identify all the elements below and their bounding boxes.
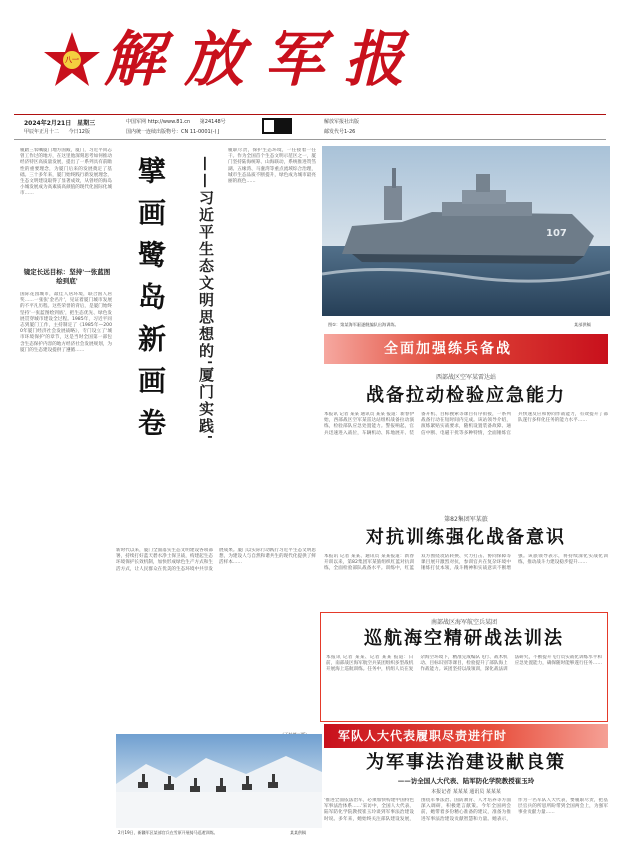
article1-kicker: 西部战区空军某雷达站: [435, 374, 496, 381]
article2-body: 本报讯 记者 某某、通讯员 某某报道：新春开训以来，第82集团军某旅组织红蓝对抗训练，全面检验部队战备水平。训练中，红蓝双方围绕攻防转换、火力打击、协同保障等课目展开激烈对抗，参训官兵在复杂环境中锤炼打仗本领，战斗精神和实战意识不断增强。该旅领导表示，将持续深化实战化训练，推动战斗力建设稳步提升……: [324, 554, 608, 572]
newspaper-title: 解放军报: [104, 25, 424, 95]
warship-photo: [322, 146, 610, 316]
article3-kicker: 南部战区海军航空兵某团: [430, 619, 497, 626]
hull-number: 107: [546, 228, 567, 239]
issue-date: 2024年2月21日: [24, 120, 72, 127]
lunar-date: 甲辰年正月十二: [24, 129, 60, 135]
bottom-photo-credit: 某某供稿: [290, 830, 306, 835]
article4-headline: 为军事法治建设献良策: [366, 752, 566, 773]
date-bar: [14, 114, 606, 140]
army-emblem-icon: [42, 30, 102, 90]
deputies-banner-text: 军队人大代表履职尽责进行时: [338, 729, 508, 743]
training-banner: [324, 334, 608, 364]
feature-subheadline: ——习近平生态文明思想的'厦门实践': [197, 156, 215, 442]
website-link[interactable]: 中国军网 http://www.81.cn: [126, 119, 191, 125]
banner-text: 全面加强练兵备战: [384, 341, 512, 357]
article4-byline: 本报记者 某某某 通讯员 某某某: [431, 789, 501, 795]
article4-body: '推进全面依法治军，必须加快构建中国特色军事法治体系……'采访中，全国人大代表、陆军防化学院教授崔玉玲谈到军事法治建设时说。多年来，她始终关注部队建设发展，围绕军事法治、国防教育、人才培养等方面深入调研，积极建言献策。今年全国两会前，她带着多份精心准备的建议，准备为推进军事法治建设贡献智慧和力量。她表示，作为一名军队人大代表，要履职尽责，把基层官兵的所思所盼带到全国两会上，为强军事业贡献力量……: [324, 798, 608, 822]
masthead: [14, 16, 606, 114]
publisher: 解放军报社出版: [324, 119, 360, 125]
article3-box: [320, 612, 608, 722]
page-count: 今日12版: [68, 129, 90, 135]
top-photo-caption: 图①：第某海军驱逐舰编队出海训练。: [328, 322, 399, 327]
deputies-banner: [324, 724, 608, 748]
qr-code-icon: [262, 118, 292, 134]
left-column-body: 国际花园城市，最佳人居环境，联合国人居奖……一张张'金名片'，见证着厦门城市发展的不平凡历程。这些荣誉的背后，是厦门始终坚持'一张蓝图绘到底'，把生态优先、绿色发展贯穿城市建设全过程。1985年，习近平同志到厦门工作，主持制定了《1985年—2000年厦门经济社会发展战略》，专门设立了'城市环境保护'的章节，这是当时全国第一部包含生态保护内容的地方经济社会发展规划，为厦门的生态建设提供了遵循……: [20, 292, 112, 353]
article3-body: 本报讯 记者 某某、记者 某某 报道：日前，南部战区海军航空兵某团组织多型战机开展海上巡航训练。任务中，机组人员在复杂海空环境下，精准完成编队飞行、战术机动、目标识别等课目，检验提升了部队海上作战能力。该团坚持以战领训，深化战法训法研究，不断提升飞行员实战化训练水平和应急处置能力，确保随时能够遂行任务……: [326, 655, 602, 673]
feature-body-b: 新时代以来，厦门全面落实生态文明建设各项部署，持续打好蓝天碧水净土保卫战，构建起生态环境保护长效机制，加快形成绿色生产方式和生活方式，让人民群众在优美的生态环境中共享发展成果。厦门以实际行动践行习近平生态文明思想，为建设人与自然和谐共生的现代化提供了鲜活样本……: [116, 548, 316, 572]
article4-subheadline: ——访全国人大代表、陆军防化学院教授崔玉玲: [397, 777, 535, 785]
feature-headline: 擘画鹭岛新画卷: [134, 156, 167, 450]
postal-code: 邮发代号1-26: [324, 129, 356, 135]
issue-number: 第24148号: [199, 119, 226, 125]
article2-kicker: 第82集团军某旅: [444, 516, 488, 523]
article3-headline: 巡航海空精研战法训法: [364, 628, 564, 649]
article1-body: 本报讯 记者 某某 通讯员 某某 报道：新春伊始，西部战区空军某雷达站组织战备拉动演练，检验部队应急处置能力。警报响起，官兵迅速进入战位，车辆机动、阵地展开、装备开机、目标搜索等课目有序衔接，一系列战备行动在短时间内完成。该站领导介绍，演练紧贴实战要求，随机设置装备故障、通信中断、电磁干扰等多种特情，全面锤炼官兵快速反应和协同作战能力，有效提升了部队遂行多样化任务的能力水平……: [324, 412, 608, 436]
left-column-subhead: 镜定长远目标：坚持'一张蓝图绘到底': [23, 268, 111, 285]
article2-headline: 对抗训练强化战备意识: [366, 527, 566, 548]
left-column-intro: 履踏三农嘱厦门地方国殿，厦门，习近平同志曾工作过的地方，在这里他深刻思考如何推动经济特区高质量发展，提出了一系列具有前瞻性的重要理念，为厦门后来的发展奠定了基础。三十多年来，厦门始终践行新发展理念，生态文明建设取得了显著成效，从曾经的海岛小城发展成为高素质高颜值的现代化国际化城市……: [20, 148, 112, 197]
serial-number: 国内统一连续出版物号：CN 11-0001(-) J: [126, 129, 220, 135]
article1-headline: 战备拉动检验应急能力: [366, 385, 566, 406]
emblem-text: 八一: [65, 56, 79, 64]
feature-body-a: 履职尽责，保护生态环境，一任接着一任干。作为全国首个生态文明示范区之一，厦门坚持陆海统筹、山海联动，系统推进筼筜湖、五缘湾、马銮湾等重点流域综合治理，城市生态品质不断提升，绿色成为城市最亮丽的底色……: [228, 148, 316, 185]
issue-weekday: 星期三: [77, 120, 96, 127]
patrol-photo: [116, 734, 322, 828]
bottom-photo-caption: 2月19日，新疆军区某部官兵在雪原开展骑马巡逻训练。: [118, 830, 218, 835]
top-photo-credit: 某部供稿: [574, 322, 591, 327]
